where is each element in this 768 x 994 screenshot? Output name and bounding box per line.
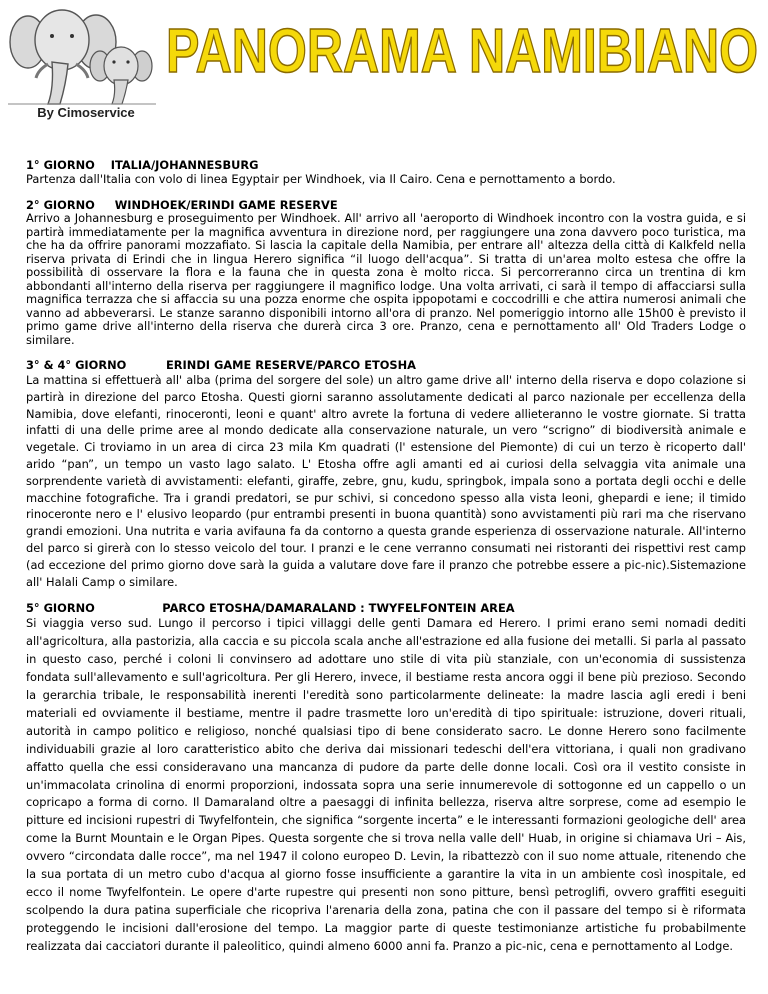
day-description: La mattina si effettuerà all' alba (prima del sorgere del sole) un altro game drive all' interno della riserva e dopo colazione si partirà in direzione del parco Etosha. Questi giorni saranno assolutamente dedicati al parco nazionale per eccellenza della Namibia, dove elefanti, rinoceronti, leoni e quant' altro avrete la fortuna di vedere allieteranno le vostre giornate. Si tratta infatti di una delle prime aree al mondo dedicate alla conservazione naturale, un vero “scrigno” di biodiversità animale e vegetale. Ci troviamo in un area di circa 23 mila Km quadrati (l' estensione del Piemonte) di cui un terzo è ricoperto dall' arido “pan”, un tempo un vasto lago salato. L' Etosha offre agli amanti ed ai curiosi della selvaggia vita animale una sorprendente varietà di avvistamenti: elefanti, giraffe, zebre, gnu, kudu, springbok, impala sono a portata degli occhi e delle macchine fotografiche. Tra i grandi predatori, se pur schivi, si concedono spesso alla vista leoni, ghepardi e iene; il timido rinoceronte nero e l' elusivo leopardo (pur entrambi presenti in buona quantità) sono avvistamenti più rari ma che riservano grandi emozioni. Una nutrita e varia avifauna fa da contorno a questa grande esperienza di osservazione naturale. All'interno del parco si girerà con lo stesso veicolo del tour. I pranzi e le cene verranno consumati nei ristoranti dei rispettivi rest camp (ad eccezione del primo giorno dove sarà la guida a valutare dove fare il pranzo che potrebbe essere a pic-nic).Sistemazione all' Halali Camp o similare. [26, 373, 746, 589]
day-route: WINDHOEK/ERINDI GAME RESERVE [114, 198, 338, 212]
day-label: 3° & 4° GIORNO [26, 358, 127, 372]
day-section-2 [26, 198, 746, 347]
page-title-text: PANORAMA NAMIBIANO [166, 17, 758, 86]
day-route: ITALIA/JOHANNESBURG [110, 158, 259, 172]
day-section-5 [26, 601, 746, 955]
day-section-1 [26, 158, 746, 187]
day-section-3-4 [26, 358, 746, 590]
day-route: PARCO ETOSHA/DAMARALAND : TWYFELFONTEIN AREA [162, 601, 515, 616]
day-heading [26, 601, 746, 615]
itinerary [26, 158, 746, 967]
day-label: 5° GIORNO [26, 601, 95, 616]
day-heading [26, 158, 746, 172]
day-description: Si viaggia verso sud. Lungo il percorso i tipici villaggi delle genti Damara ed Herero. I primi erano semi nomadi dediti all'agricoltura, alla pastorizia, alla caccia e su piccola scala anche all'estrazione ed alla fusione dei metalli. Si parla al passato in questo caso, perché i coloni li convinsero ad adottare uno stile di vita più stanziale, con un'economia di sussistenza fondata sull'allevamento e sull'agricoltura. Per gli Herero, invece, il bestiame resta ancora oggi il bene più prezioso. Secondo la gerarchia tribale, le responsabilità inerenti l'eredità sono particolarmente delineate: la madre lascia agli eredi i beni materiali ed ovviamente il bestiame, mentre il padre trasmette loro un'eredità di tipo spirituale: istruzione, doveri rituali, autorità in campo politico e religioso, nonché qualsiasi tipo di bene considerato sacro. Le donne Herero sono facilmente individuabili grazie al loro caratteristico abito che deriva dai missionari tedeschi dell'era vittoriana, i quali non gradivano affatto quella che essi consideravano una mancanza di pudore da parte delle donne locali. Così ora il vestito consiste in un'immacolata crinolina di enormi proporzioni, indossata sopra una serie innumerevole di sottogonne ed un cappello o un copricapo a forma di corno. Il Damaraland oltre a paesaggi di infinita bellezza, riserva altre sorprese, come ad esempio le pitture ed incisioni rupestri di Twyfelfontein, che significa “sorgente incerta” e le interessanti formazioni geologiche dell' area come la Burnt Mountain e le Organ Pipes. Questa sorgente che si trova nella valle dell' Huab, in origine si chiamava Uri – Ais, ovvero “circondata dalle rocce”, ma nel 1947 il colono europeo D. Levin, la ribattezzò con il suo nome attuale, ritenendo che la sua portata di un metro cubo d'acqua al giorno fosse insufficiente a garantire la vita in un ambiente così inospitale, ed ecco il nome Twyfelfontein. Le opere d'arte rupestre qui presenti non sono pitture, bensì petroglifi, ovvero graffiti eseguiti scolpendo la dura patina superficiale che ricopriva l'arenaria della zona, patina che con il passare del tempo si è riformata proteggendo le incisioni dall'erosione del tempo. La maggior parte di queste testimonianze artistiche fu probabilmente realizzata dai cacciatori durante il paleolitico, quindi almeno 6000 anni fa. Pranzo a pic-nic, cena e pernottamento al Lodge. [26, 616, 746, 953]
day-description: Arrivo a Johannesburg e proseguimento per Windhoek. All' arrivo all 'aeroporto di Windhoek incontro con la vostra guida, e si partirà immediatamente per la magnifica avventura in direzione nord, per raggiungere una zona davvero poco turistica, ma che ha da offrire panorami mozzafiato. Si lascia la capitale della Namibia, per entrare all' altezza della città di Kalkfeld nella riserva privata di Erindi che in lingua Herero significa “il luogo dell'acqua”. Si tratta di un'area molto estesa che offre la possibilità di osservare la flora e la fauna che in questa zona è molto ricca. Si percorreranno circa un trentina di km abbondanti all'interno della riserva per raggiungere il magnifico lodge. Una volta arrivati, ci sarà il tempo di affacciarsi sulla magnifica terrazza che si affaccia su una pozza enorme che ospita ippopotami e coccodrilli e che attira numerosi animali che vanno ad abbeverarsi. Le stanze saranno disponibili intorno all'ora di pranzo. Nel pomeriggio intorno alle 15h00 è previsto il primo game drive all'interno della riserva che durerà circa 3 ore. Pranzo, cena e pernottamento all' Old Traders Lodge o similare. [26, 211, 746, 347]
logo-text: By Cimoservice [37, 105, 135, 120]
day-label: 2° GIORNO [26, 198, 95, 212]
day-label: 1° GIORNO [26, 158, 95, 172]
day-description: Partenza dall'Italia con volo di linea Egyptair per Windhoek, via Il Cairo. Cena e pernottamento a bordo. [26, 172, 616, 186]
elephants-icon [8, 10, 156, 104]
cimoservice-logo [8, 4, 156, 122]
day-heading [26, 198, 746, 212]
day-heading [26, 358, 746, 372]
day-route: ERINDI GAME RESERVE/PARCO ETOSHA [166, 358, 416, 372]
page-title [162, 8, 762, 86]
